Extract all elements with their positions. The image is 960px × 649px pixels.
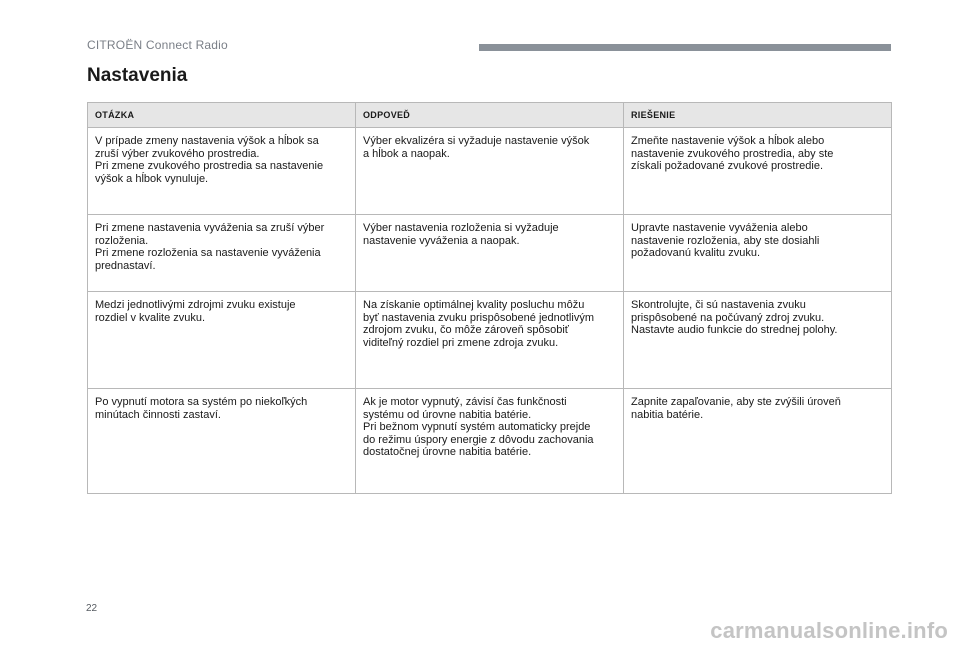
answer-text: Na získanie optimálnej kvality posluchu môžu byť nastavenia zvuku prispôsobené jednotlivým zdrojom zvuku, čo môže zároveň spôsobiť viditeľný rozdiel pri zmene zdroja zvuku. <box>363 299 594 349</box>
question-cell <box>88 215 356 292</box>
table-row <box>88 292 892 389</box>
table-row <box>88 389 892 494</box>
table-header-row <box>88 103 892 128</box>
header-bar <box>479 44 891 51</box>
question-text: Medzi jednotlivými zdrojmi zvuku existuje rozdiel v kvalite zvuku. <box>95 299 296 324</box>
solution-cell <box>624 389 892 494</box>
table-row <box>88 215 892 292</box>
solution-text: Zapnite zapaľovanie, aby ste zvýšili úroveň nabitia batérie. <box>631 396 841 421</box>
question-cell <box>88 292 356 389</box>
faq-table <box>87 102 892 494</box>
question-text: Pri zmene nastavenia vyváženia sa zruší výber rozloženia. Pri zmene rozloženia sa nastavenie vyváženia prednastaví. <box>95 222 325 272</box>
solution-text: Upravte nastavenie vyváženia alebo nastavenie rozloženia, aby ste dosiahli požadovanú kvalitu zvuku. <box>631 222 820 260</box>
column-header-answer: ODPOVEĎ <box>356 103 624 128</box>
answer-text: Výber nastavenia rozloženia si vyžaduje nastavenie vyváženia a naopak. <box>363 222 559 247</box>
page-title: Nastavenia <box>87 65 188 86</box>
question-cell <box>88 389 356 494</box>
page-number: 22 <box>86 603 98 614</box>
solution-text: Zmeňte nastavenie výšok a hĺbok alebo nastavenie zvukového prostredia, aby ste získali požadované zvukové prostredie. <box>631 135 834 173</box>
column-header-question: OTÁZKA <box>88 103 356 128</box>
solution-text: Skontrolujte, či sú nastavenia zvuku prispôsobené na počúvaný zdroj zvuku. Nastavte audio funkcie do strednej polohy. <box>631 299 838 337</box>
solution-cell <box>624 215 892 292</box>
answer-cell <box>356 128 624 215</box>
table-row <box>88 128 892 215</box>
answer-cell <box>356 292 624 389</box>
answer-cell <box>356 389 624 494</box>
column-header-solution: RIEŠENIE <box>624 103 892 128</box>
question-text: V prípade zmeny nastavenia výšok a hĺbok sa zruší výber zvukového prostredia. Pri zmene zvukového prostredia sa nastavenie výšok a hĺbok vynuluje. <box>95 135 324 185</box>
question-text: Po vypnutí motora sa systém po niekoľkých minútach činnosti zastaví. <box>95 396 308 421</box>
solution-cell <box>624 292 892 389</box>
watermark[interactable]: carmanualsonline.info <box>710 618 948 643</box>
answer-text: Výber ekvalizéra si vyžaduje nastavenie výšok a hĺbok a naopak. <box>363 135 590 160</box>
header-brand: CITROËN Connect Radio <box>87 38 228 52</box>
solution-cell <box>624 128 892 215</box>
answer-cell <box>356 215 624 292</box>
answer-text: Ak je motor vypnutý, závisí čas funkčnosti systému od úrovne nabitia batérie. Pri bežnom vypnutí systém automaticky prejde do režimu úspory energie z dôvodu zachovania dostatočnej úrovne nabitia batérie. <box>363 396 594 459</box>
question-cell <box>88 128 356 215</box>
